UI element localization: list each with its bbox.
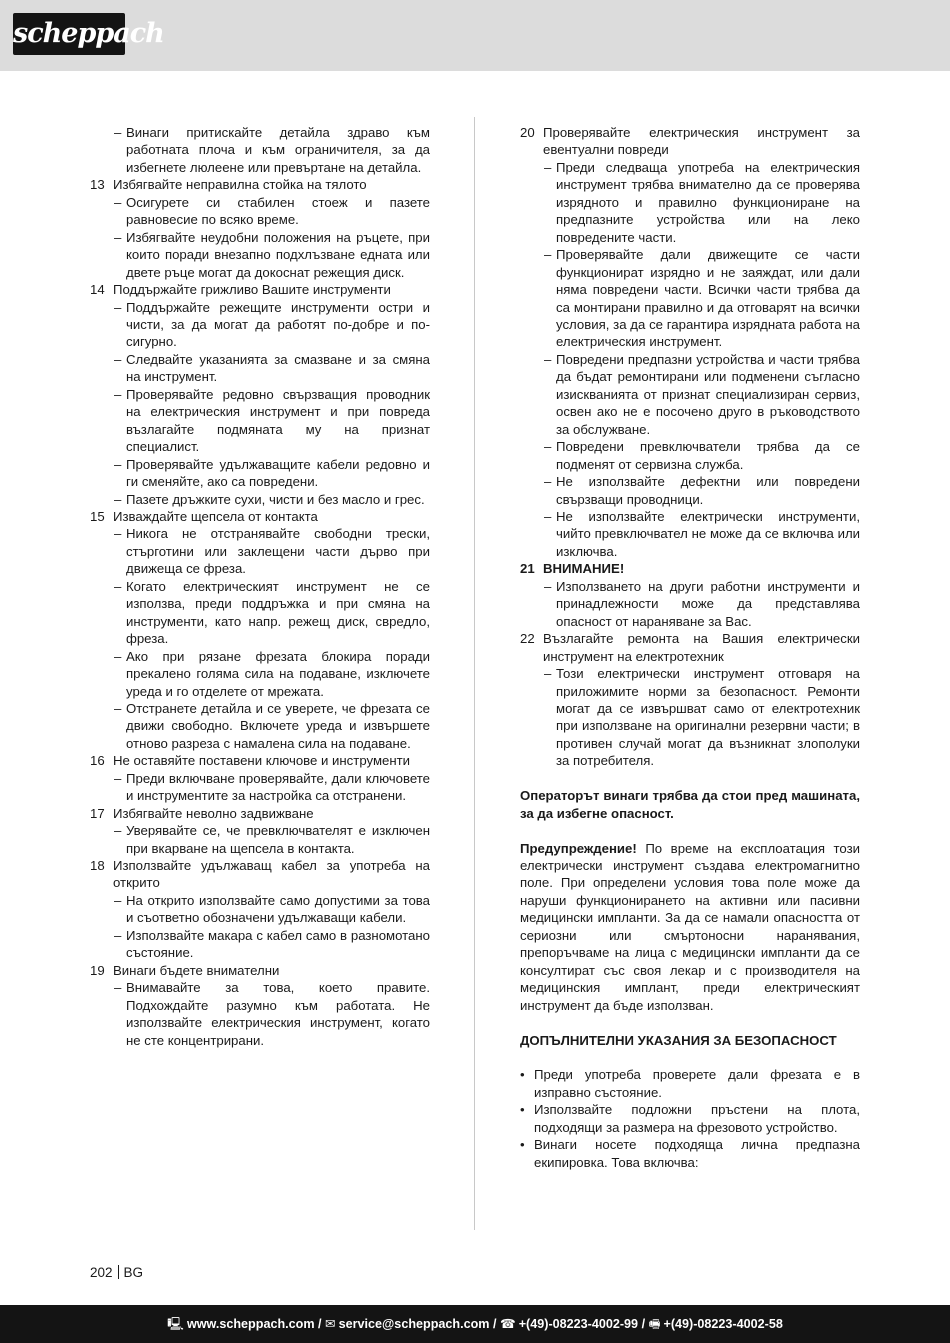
sub-item — [520, 578, 860, 630]
item-heading: Поддържайте грижливо Вашите инструменти — [113, 282, 391, 298]
bullet-text: Винаги носете подходяща лична предпазна екипировка. Това включва: — [534, 1137, 860, 1170]
numbered-item — [90, 857, 430, 892]
sub-item — [90, 648, 430, 700]
dash-marker: – — [544, 159, 552, 175]
item-number: 21 — [520, 561, 535, 577]
page-number — [90, 1265, 143, 1280]
sub-item-text: Използвайте макара с кабел само в разномотано състояние. — [126, 927, 430, 961]
sub-item — [90, 927, 430, 962]
item-number: 14 — [90, 282, 105, 298]
item-heading: Изваждайте щепсела от контакта — [113, 508, 318, 524]
sub-item-text: Преди следваща употреба на електрическия инструмент трябва внимателно да се проверява изрядното и правилно функциониране на предпазните устройства или на леко повредените части. — [556, 159, 860, 245]
footer-email[interactable]: service@scheppach.com — [338, 1317, 490, 1331]
numbered-item — [520, 630, 860, 665]
dash-marker: – — [114, 299, 122, 315]
dash-marker: – — [114, 125, 122, 140]
numbered-item — [90, 508, 430, 525]
dash-marker: – — [114, 351, 122, 367]
sub-item-text: Уверявайте се, че превключвателят е изключен при вкарване на щепсела в контакта. — [126, 823, 430, 856]
dash-marker: – — [114, 229, 122, 245]
sub-item-text: На открито използвайте само допустими за това и съответно обозначени удължаващи кабели. — [126, 892, 430, 926]
dash-marker: – — [544, 508, 552, 524]
page-number-value: 202 — [90, 1265, 113, 1280]
sub-item-text: Използването на други работни инструменти и принадлежности може да представлява опасност от нараняване за Вас. — [556, 578, 860, 629]
sub-item — [90, 700, 430, 752]
dash-marker: – — [114, 456, 122, 472]
dash-marker: – — [114, 491, 122, 507]
item-number: 16 — [90, 753, 105, 769]
fax-icon: 🖷 — [648, 1317, 661, 1331]
sub-item-text: Пазете дръжките сухи, чисти и без масло и грес. — [126, 491, 425, 507]
sub-item — [520, 351, 860, 438]
warning-label: Предупреждение! — [520, 840, 637, 856]
sub-item-text: Преди включване проверявайте, дали ключовете и инструментите за настройка са отстранени. — [126, 770, 430, 804]
brand-logo: scheppach — [13, 13, 125, 55]
bullet-marker: • — [520, 1137, 525, 1153]
sub-item-text: Ако при рязане фрезата блокира поради прекалено голяма сила на подаване, изключете уреда и го отделете от мрежата. — [126, 648, 430, 699]
sub-item-text: Никога не отстранявайте свободни трески, стърготини или заклещени части дърво при движеща се фреза. — [126, 526, 430, 577]
bullet-item — [520, 1101, 860, 1136]
dash-marker: – — [114, 578, 122, 594]
sub-item — [90, 578, 430, 648]
sub-item — [90, 892, 430, 927]
sub-item-text: Повредени предпазни устройства и части трябва да бъдат ремонтирани или подменени съгласно изискванията от признат специализиран сервиз, освен ако не е посочено друго в ръководството за обслужване. — [556, 351, 860, 437]
dash-marker: – — [544, 666, 552, 682]
sub-item-text: Не използвайте дефектни или повредени свързващи проводници. — [556, 474, 860, 507]
sub-item — [90, 822, 430, 857]
sub-item — [520, 665, 860, 770]
sub-item-text: Повредени превключватели трябва да се подменят от сервизна служба. — [556, 439, 860, 472]
sub-item — [90, 386, 430, 456]
phone-icon: ☎ — [500, 1317, 516, 1331]
sub-item — [90, 770, 430, 805]
item-heading: Проверявайте електрическия инструмент за евентуални повреди — [543, 125, 860, 158]
sub-item-text: Проверявайте дали движещите се части функционират изрядно и не заяждат, или дали няма повредени части. Всички части трябва да са монтирани правилно и да отговарят на всички условия, за да се гарантира изрядната работа на електрическия инструмент. — [556, 247, 860, 350]
dash-marker: – — [114, 892, 122, 908]
dash-marker: – — [114, 980, 122, 996]
bullet-item — [520, 1136, 860, 1171]
sub-item-text: Осигурете си стабилен стоеж и пазете равновесие по всяко време. — [126, 194, 430, 228]
left-column — [90, 124, 430, 1049]
dash-marker: – — [544, 351, 552, 367]
numbered-item — [520, 560, 860, 577]
sub-item-text: Когато електрическият инструмент не се използва, преди поддръжка и при смяна на инструменти, като напр. режещ диск, свредло, фреза. — [126, 578, 430, 647]
sub-item-text: Този електрически инструмент отговаря на приложимите норми за безопасност. Ремонти могат да се извършват само от електротехник при използване на оригинални резервни части; в противен случай могат да възникнат злополуки за потребителя. — [556, 666, 860, 769]
dash-marker: – — [114, 823, 122, 839]
page-language: BG — [123, 1265, 144, 1280]
item-heading: ВНИМАНИЕ! — [543, 561, 625, 577]
dash-marker: – — [544, 439, 552, 455]
item-heading: Избягвайте неволно задвижване — [113, 805, 314, 821]
additional-heading: ДОПЪЛНИТЕЛНИ УКАЗАНИЯ ЗА БЕЗОПАСНОСТ — [520, 1032, 837, 1048]
dash-marker: – — [544, 578, 552, 594]
right-list — [520, 124, 860, 770]
item-heading: Избягвайте неправилна стойка на тялото — [113, 177, 367, 193]
column-divider — [474, 117, 475, 1230]
header-band — [0, 0, 950, 71]
numbered-item — [90, 962, 430, 979]
sub-item — [90, 124, 430, 176]
item-heading: Винаги бъдете внимателни — [113, 962, 280, 978]
sub-item-text: Не използвайте електрически инструменти, чийто превключвател не може да се включва или изключва. — [556, 508, 860, 559]
sub-item — [90, 299, 430, 351]
numbered-item — [90, 281, 430, 298]
additional-bullets — [520, 1066, 860, 1171]
sub-item — [520, 438, 860, 473]
computer-icon: 🖳 — [167, 1317, 184, 1331]
item-number: 13 — [90, 177, 105, 193]
dash-marker: – — [114, 386, 122, 402]
sub-item — [90, 229, 430, 281]
numbered-item — [90, 752, 430, 769]
dash-marker: – — [114, 700, 122, 716]
bullet-text: Използвайте подложни пръстени на плота, подходящи за размера на фрезовото устройство. — [534, 1102, 860, 1135]
sub-item — [520, 508, 860, 560]
sub-item — [90, 491, 430, 508]
footer-contact-bar: 🖳 www.scheppach.com / ✉ service@scheppach.com / ☎ +(49)-08223-4002-99 / 🖷 +(49)-08223-4002-58 — [0, 1305, 950, 1343]
right-column — [520, 124, 860, 1171]
item-number: 20 — [520, 125, 535, 140]
sub-item — [520, 246, 860, 351]
dash-marker: – — [114, 194, 122, 210]
item-heading: Не оставяйте поставени ключове и инструменти — [113, 753, 411, 769]
item-number: 17 — [90, 805, 105, 821]
numbered-item — [90, 805, 430, 822]
numbered-item — [520, 124, 860, 159]
sub-item — [520, 159, 860, 246]
dash-marker: – — [544, 247, 552, 263]
sub-item-text: Внимавайте за това, което правите. Подхождайте разумно към работата. Не използвайте електрическия инструмент, когато не сте концентрирани. — [126, 980, 430, 1048]
sub-item — [90, 194, 430, 229]
sub-item-text: Винаги притискайте детайла здраво към работната плоча и към ограничителя, за да избегнете люлеене или превъртане на детайла. — [126, 125, 430, 175]
dash-marker: – — [114, 927, 122, 943]
numbered-item — [90, 176, 430, 193]
dash-marker: – — [114, 526, 122, 542]
sub-item-text: Поддържайте режещите инструменти остри и чисти, за да могат да работят по-добре и по-сигурно. — [126, 299, 430, 350]
bullet-item — [520, 1066, 860, 1101]
footer-fax: +(49)-08223-4002-58 — [663, 1317, 783, 1331]
warning-text: По време на експлоатация този електрически инструмент създава електромагнитно поле. При определени условия това поле може да наруши функционирането на активни или пасивни медицински импланти. За да се намали опасността от сериозни или смъртоносни наранявания, препоръчваме на лица с медицински импланти да се консултират със своя лекар и с производителя на медицинския имплант, преди електрическият инструмент да бъде използван. — [520, 840, 860, 1013]
item-heading: Възлагайте ремонта на Вашия електрически инструмент на електротехник — [543, 631, 860, 664]
dash-marker: – — [114, 648, 122, 664]
sub-item — [90, 979, 430, 1049]
sub-item-text: Отстранете детайла и се уверете, че фрезата се движи свободно. Включете уреда и извършете отново разреза с намалена сила на подаване. — [126, 700, 430, 751]
item-number: 19 — [90, 962, 105, 978]
sub-item-text: Избягвайте неудобни положения на ръцете, при които поради внезапно подхлъзване едната или двете ръце могат да докоснат режещия диск. — [126, 229, 430, 280]
sub-item-text: Следвайте указанията за смазване и за смяна на инструмент. — [126, 351, 430, 385]
sub-item — [90, 525, 430, 577]
mail-icon: ✉ — [325, 1317, 336, 1331]
item-number: 18 — [90, 858, 105, 874]
sub-item-text: Проверявайте редовно свързващия проводник на електрическия инструмент и при повреда възлагайте подмяната му на признат специалист. — [126, 386, 430, 455]
warning-paragraph — [520, 840, 860, 1015]
item-number: 22 — [520, 631, 535, 647]
footer-phone: +(49)-08223-4002-99 — [518, 1317, 639, 1331]
sub-item — [520, 473, 860, 508]
bullet-marker: • — [520, 1067, 525, 1083]
bullet-marker: • — [520, 1102, 525, 1118]
operator-note: Операторът винаги трябва да стои пред машината, за да избегне опасност. — [520, 788, 860, 821]
item-heading: Използвайте удължаващ кабел за употреба на открито — [113, 858, 430, 891]
dash-marker: – — [114, 770, 122, 786]
sub-item — [90, 456, 430, 491]
item-number: 15 — [90, 508, 105, 524]
dash-marker: – — [544, 474, 552, 490]
sub-item-text: Проверявайте удължаващите кабели редовно и ги сменяйте, ако са повредени. — [126, 456, 430, 490]
sub-item — [90, 351, 430, 386]
footer-web[interactable]: www.scheppach.com — [186, 1317, 315, 1331]
bullet-text: Преди употреба проверете дали фрезата е в изправно състояние. — [534, 1067, 860, 1100]
